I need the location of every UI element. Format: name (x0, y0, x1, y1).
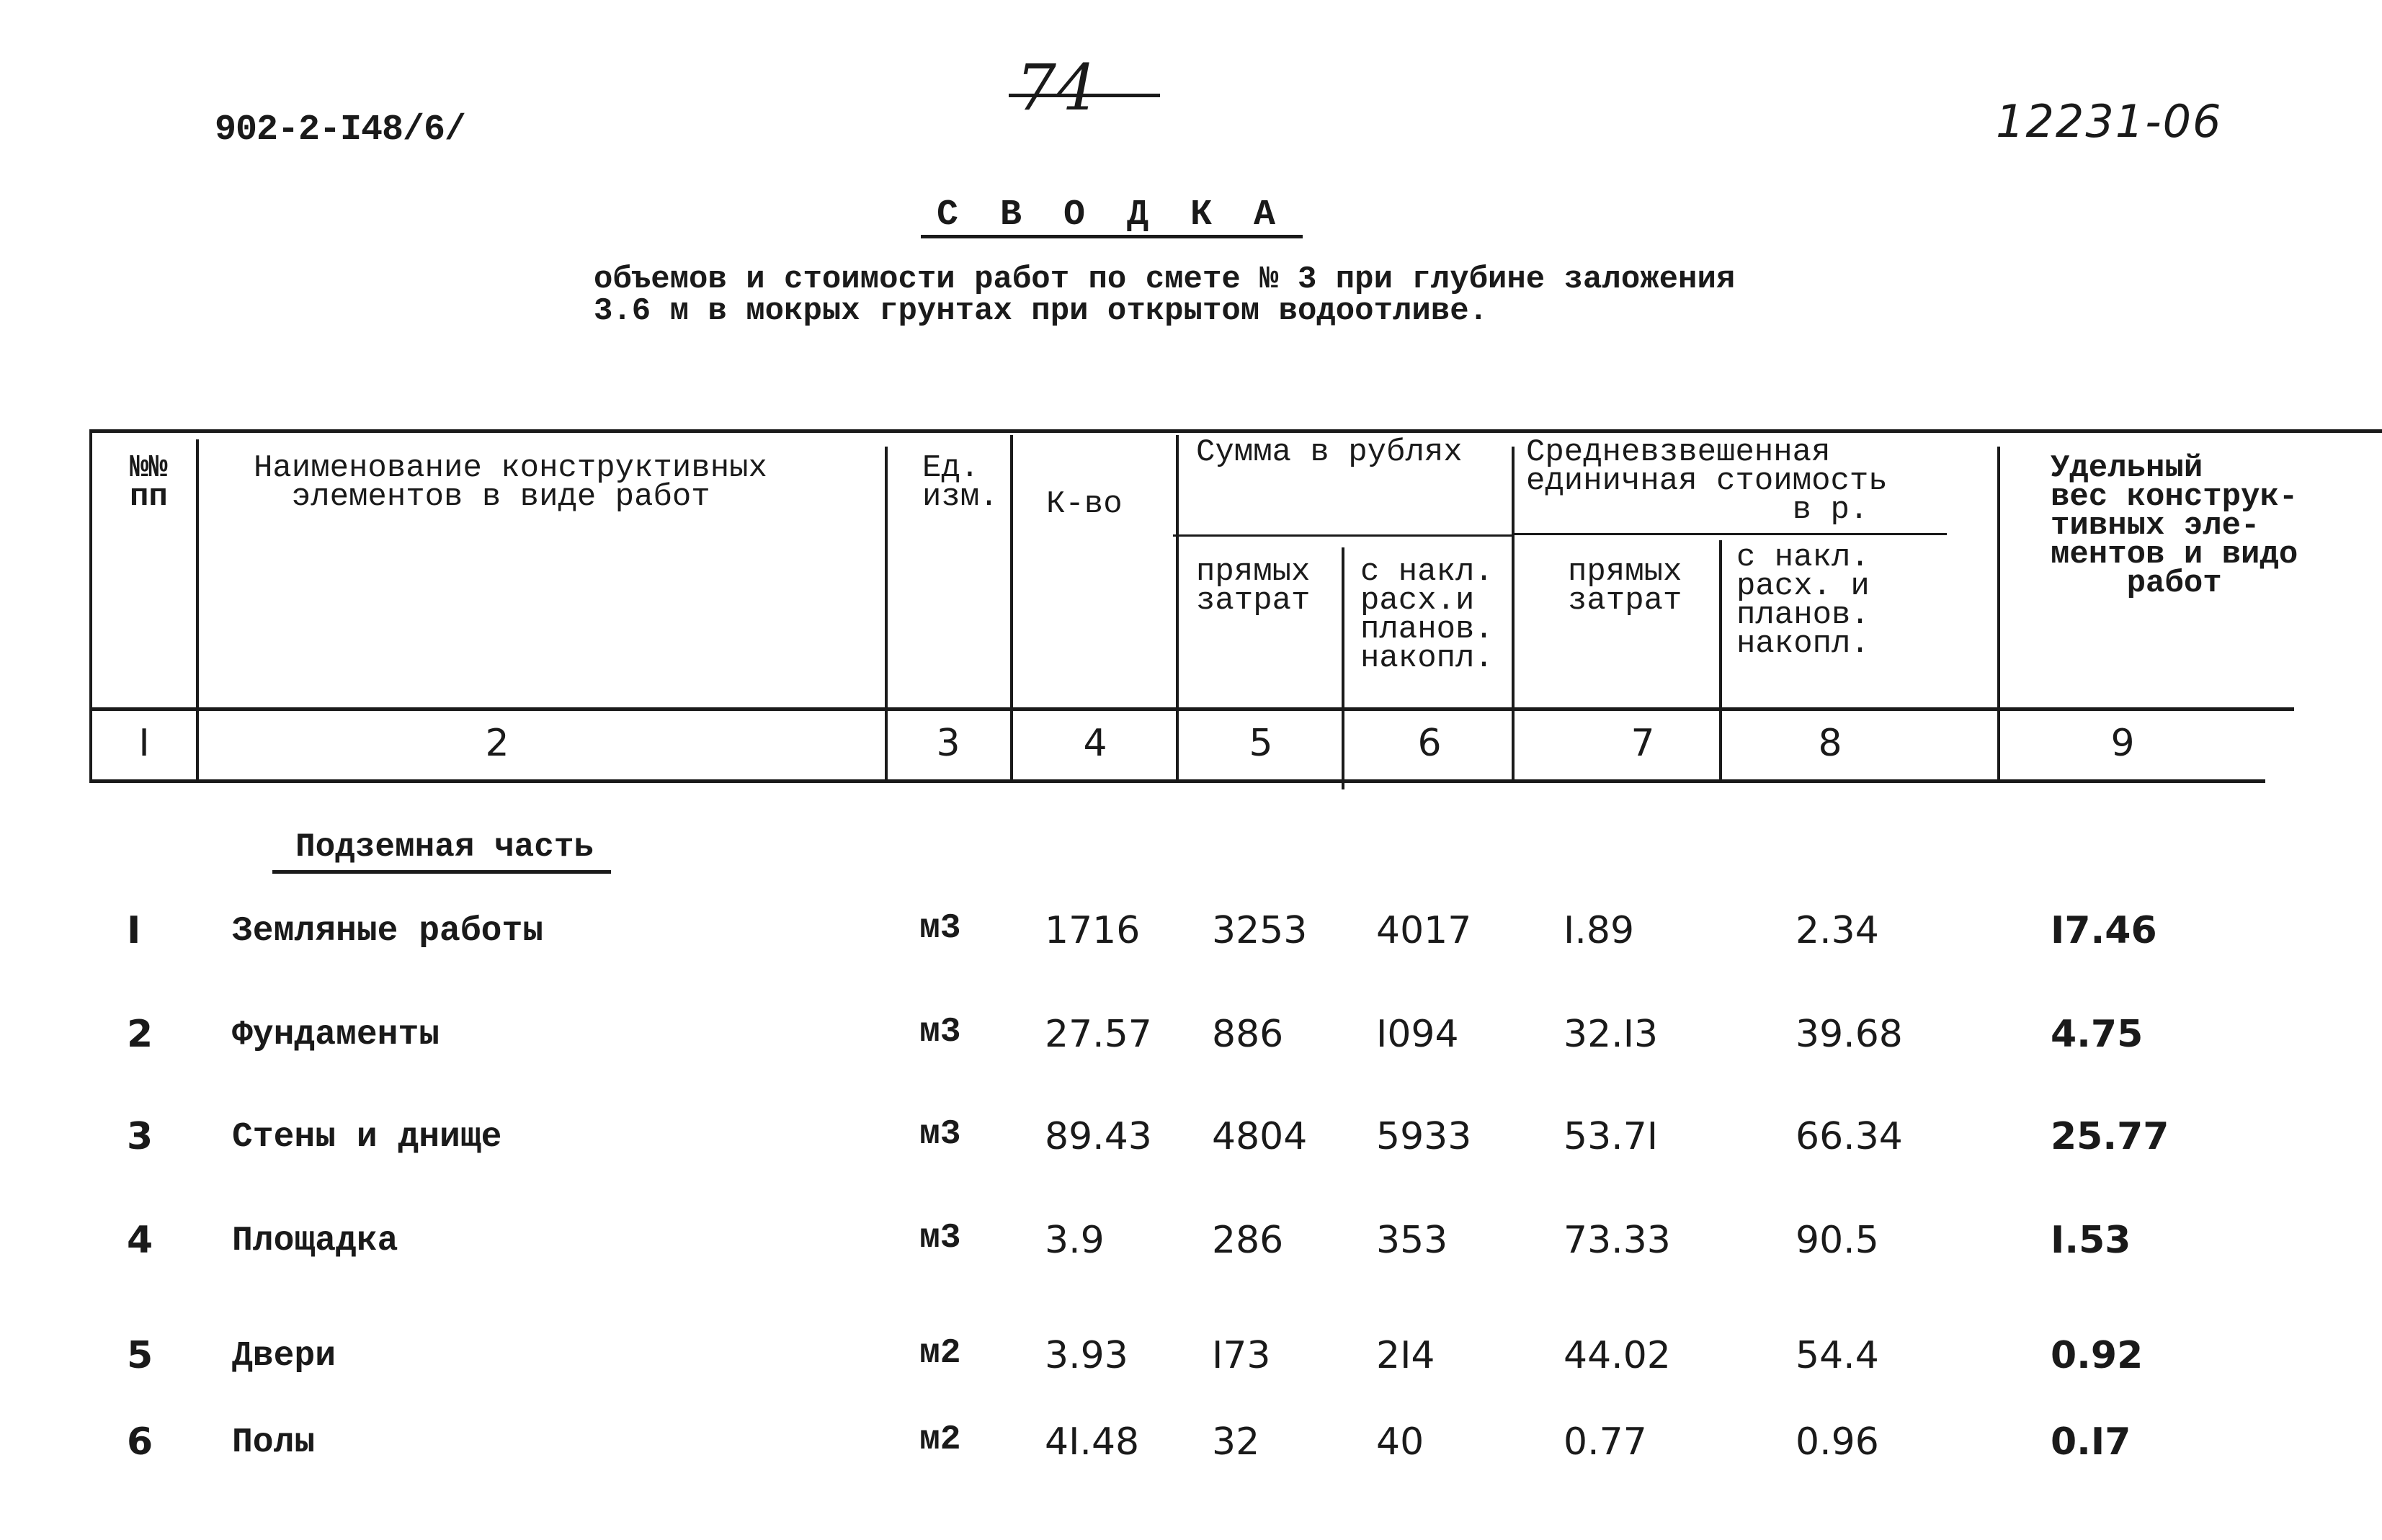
col-divider-4 (1176, 435, 1179, 782)
header-unit: Ед. изм. (922, 450, 999, 515)
header-name: Наименование конструктивных элементов в виде работ (254, 450, 767, 515)
table-top-rule (89, 429, 2382, 433)
row-sum-direct: 286 (1212, 1219, 1284, 1262)
header-avg-overhead: с накл. расх. и планов. накопл. (1736, 540, 1870, 662)
row-qty: 3.9 (1045, 1219, 1105, 1262)
row-avg-overhead: 2.34 (1796, 909, 1879, 952)
row-name: Стены и днище (232, 1118, 502, 1157)
col-divider-6 (1512, 447, 1515, 782)
col-divider-2 (885, 447, 888, 782)
row-number: 2 (127, 1013, 153, 1056)
row-unit: м2 (919, 1420, 961, 1459)
row-share: 4.75 (2051, 1013, 2144, 1056)
row-avg-overhead: 66.34 (1796, 1115, 1903, 1158)
column-number: 4 (1083, 722, 1107, 765)
col-divider-5 (1342, 547, 1344, 789)
row-avg-overhead: 90.5 (1796, 1219, 1879, 1262)
column-number: 6 (1417, 722, 1442, 765)
col-divider-0 (89, 432, 92, 782)
table-header-rule (89, 707, 2294, 711)
table-row (0, 909, 2382, 959)
row-sum-overhead: 353 (1376, 1219, 1448, 1262)
table-row (0, 1013, 2382, 1063)
row-sum-overhead: 5933 (1376, 1115, 1472, 1158)
row-share: 0.I7 (2051, 1420, 2131, 1464)
row-avg-direct: 53.7I (1564, 1115, 1659, 1158)
row-avg-direct: 44.02 (1564, 1334, 1671, 1377)
col-divider-3 (1010, 435, 1013, 782)
row-qty: 1716 (1045, 909, 1141, 952)
row-sum-direct: 3253 (1212, 909, 1308, 952)
header-share: Удельный вес конструк- тивных эле- ментов и видо работ (2051, 450, 2298, 601)
row-qty: 89.43 (1045, 1115, 1152, 1158)
page-number: 74 (1016, 50, 1097, 125)
row-unit: м3 (919, 1115, 961, 1154)
row-share: I.53 (2051, 1219, 2131, 1262)
row-qty: 27.57 (1045, 1013, 1152, 1056)
column-number: 5 (1249, 722, 1273, 765)
document-code: 902-2-I48/6/ (215, 109, 466, 151)
table-row (0, 1420, 2382, 1471)
column-number: 3 (936, 722, 960, 765)
title-underline (921, 235, 1303, 238)
row-qty: 4I.48 (1045, 1420, 1140, 1464)
table-row (0, 1334, 2382, 1384)
row-sum-overhead: 4017 (1376, 909, 1472, 952)
document-title: СВОДКА (937, 194, 1318, 236)
col-divider-7 (1719, 540, 1722, 782)
header-sum-group: Сумма в рублях (1196, 434, 1463, 470)
row-qty: 3.93 (1045, 1334, 1128, 1377)
header-sum-direct: прямых затрат (1196, 554, 1311, 619)
header-avg-group: Средневзвешенная единичная стоимость в р. (1526, 434, 1888, 528)
column-number: 9 (2110, 722, 2135, 765)
archive-number: 12231-06 (1996, 95, 2223, 148)
document-subtitle: объемов и стоимости работ по смете № 3 при глубине заложения 3.6 м в мокрых грунтах при открытом водоотливе. (594, 261, 1736, 329)
row-name: Двери (232, 1337, 336, 1376)
row-number: 3 (127, 1115, 153, 1158)
row-share: 25.77 (2051, 1115, 2169, 1158)
row-number: 5 (127, 1334, 153, 1377)
row-number: 4 (127, 1219, 153, 1262)
row-sum-direct: 32 (1212, 1420, 1260, 1464)
col-divider-8 (1997, 447, 2000, 782)
row-name: Фундаменты (232, 1016, 440, 1055)
avg-group-rule (1515, 533, 1947, 535)
row-number: I (127, 909, 141, 952)
row-avg-direct: 73.33 (1564, 1219, 1671, 1262)
header-avg-direct: прямых затрат (1568, 554, 1682, 619)
column-number: I (138, 722, 150, 765)
row-sum-overhead: I094 (1376, 1013, 1459, 1056)
row-sum-overhead: 2I4 (1376, 1334, 1435, 1377)
row-avg-direct: 0.77 (1564, 1420, 1647, 1464)
row-unit: м3 (919, 909, 961, 948)
row-avg-direct: I.89 (1564, 909, 1635, 952)
col-divider-1 (196, 439, 199, 782)
row-share: I7.46 (2051, 909, 2157, 952)
section-title: Подземная часть (295, 828, 594, 866)
row-sum-direct: I73 (1212, 1334, 1271, 1377)
column-number: 2 (485, 722, 509, 765)
section-underline (272, 870, 611, 874)
row-avg-direct: 32.I3 (1564, 1013, 1659, 1056)
row-unit: м3 (919, 1219, 961, 1258)
header-qty: К-во (1046, 486, 1123, 522)
sum-group-rule (1173, 534, 1512, 537)
row-number: 6 (127, 1420, 153, 1464)
row-name: Площадка (232, 1222, 398, 1261)
row-unit: м2 (919, 1334, 961, 1373)
header-num: №№ пп (130, 450, 168, 515)
row-avg-overhead: 54.4 (1796, 1334, 1879, 1377)
row-avg-overhead: 39.68 (1796, 1013, 1903, 1056)
row-name: Земляные работы (232, 912, 544, 951)
table-row (0, 1219, 2382, 1269)
row-name: Полы (232, 1423, 316, 1462)
row-share: 0.92 (2051, 1334, 2144, 1377)
header-sum-overhead: с накл. расх.и планов. накопл. (1360, 554, 1494, 676)
table-row (0, 1115, 2382, 1165)
row-sum-overhead: 40 (1376, 1420, 1424, 1464)
row-unit: м3 (919, 1013, 961, 1052)
row-sum-direct: 886 (1212, 1013, 1284, 1056)
row-avg-overhead: 0.96 (1796, 1420, 1879, 1464)
column-number: 8 (1818, 722, 1842, 765)
column-number: 7 (1631, 722, 1655, 765)
row-sum-direct: 4804 (1212, 1115, 1308, 1158)
